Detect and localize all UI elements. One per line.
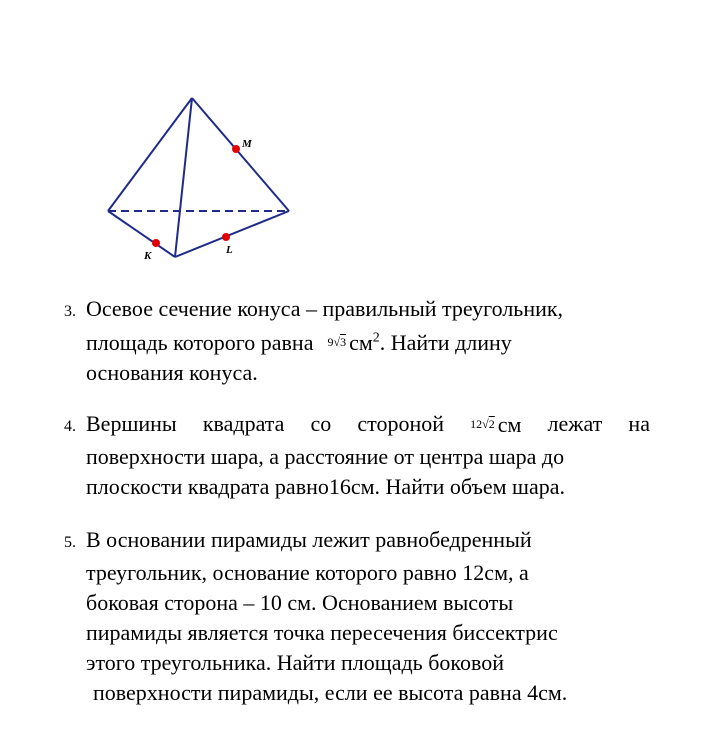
point-m [232, 145, 240, 153]
problem-text: треугольник, основание которого равно 12см, а [86, 560, 529, 585]
problem-text: площадь которого равна [86, 330, 314, 355]
point-l [222, 233, 230, 241]
label-m: M [242, 138, 252, 150]
problem-text: основания конуса. [86, 360, 258, 385]
problem-text: Осевое сечение конуса – правильный треугольник, [86, 296, 564, 321]
problem-text: этого треугольника. Найти площадь боковой [86, 650, 504, 675]
problem-5 [64, 525, 567, 708]
label-l: L [226, 244, 233, 256]
edge-apex-right [192, 98, 289, 211]
problem-number: 4. [64, 418, 76, 435]
label-k: K [144, 250, 152, 262]
edge-apex-left [108, 98, 192, 211]
problem-text: пирамиды является точка пересечения биссектрис [86, 620, 558, 645]
sqrt-expression: 12√2 [470, 417, 495, 431]
edge-left-front [108, 211, 175, 257]
problem-text: поверхности шара, а расстояние от центра шара до [86, 444, 565, 469]
problem-text: плоскости квадрата равно16см. Найти объем шара. [86, 474, 566, 499]
point-k [152, 239, 160, 247]
edge-apex-front [175, 98, 192, 257]
problem-text: В основании пирамиды лежит равнобедренный [86, 527, 532, 552]
problem-number: 3. [64, 303, 76, 320]
problem-4 [64, 409, 650, 502]
justified-line: 4. Вершины квадрата со стороной 12√2 см лежат на [64, 409, 650, 442]
sqrt-expression: 9√3 [327, 335, 347, 349]
problem-text: боковая сторона – 10 см. Основанием высоты [86, 590, 514, 615]
problem-text: поверхности пирамиды, если ее высота равна 4см. [93, 680, 568, 705]
problem-number: 5. [64, 534, 76, 551]
problem-3: 3. Осевое сечение конуса – правильный треугольник, площадь которого равна 9√3 $см^2$. Найти длину основания конуса. [64, 296, 564, 385]
